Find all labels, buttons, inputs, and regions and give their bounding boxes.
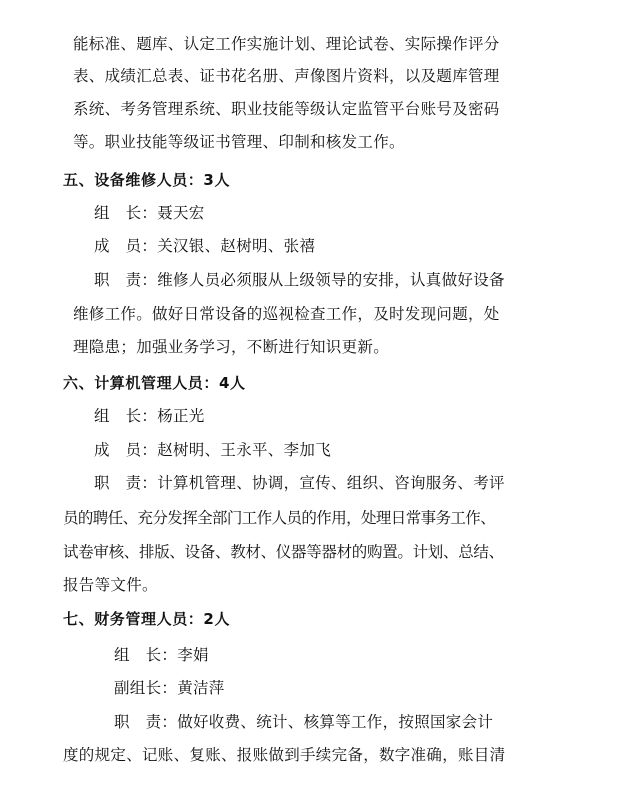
duty-line: 报告等文件。 — [63, 576, 158, 594]
leader-line: 组 长：杨正光 — [94, 407, 205, 425]
deputy-leader-line: 副组长：黄洁萍 — [114, 679, 225, 697]
duty-line: 员的聘任、充分发挥全部门工作人员的作用，处理日常事务工作、 — [63, 509, 496, 527]
paragraph-line: 能标准、题库、认定工作实施计划、理论试卷、实际操作评分 — [73, 35, 500, 53]
duty-line: 职 责：做好收费、统计、核算等工作，按照国家会计 — [114, 713, 494, 731]
section-heading-6: 六、计算机管理人员：4人 — [63, 374, 246, 392]
duty-line: 试卷审核、排版、设备、教材、仪器等器材的购置。计划、总结、 — [63, 543, 504, 561]
paragraph-line: 表、成绩汇总表、证书花名册、声像图片资料，以及题库管理 — [73, 67, 500, 85]
duty-line: 维修工作。做好日常设备的巡视检查工作，及时发现问题，处 — [73, 305, 500, 323]
duty-line: 度的规定、记账、复账、报账做到手续完备，数字准确，账目清 — [63, 746, 506, 764]
paragraph-line: 等。职业技能等级证书管理、印制和核发工作。 — [73, 133, 405, 151]
leader-line: 组 长：聂天宏 — [94, 204, 205, 222]
leader-line: 组 长：李娟 — [114, 646, 209, 664]
members-line: 成 员：赵树明、王永平、李加飞 — [94, 441, 332, 459]
duty-line: 职 责：计算机管理、协调，宣传、组织、咨询服务、考评 — [94, 474, 505, 492]
paragraph-line: 系统、考务管理系统、职业技能等级认定监管平台账号及密码 — [73, 100, 500, 118]
duty-line: 理隐患；加强业务学习，不断进行知识更新。 — [73, 338, 390, 356]
section-heading-7: 七、财务管理人员：2人 — [63, 610, 231, 628]
section-heading-5: 五、设备维修人员：3人 — [63, 171, 231, 189]
duty-line: 职 责：维修人员必须服从上级领导的安排，认真做好设备 — [94, 271, 505, 289]
members-line: 成 员：关汉银、赵树明、张禧 — [94, 237, 316, 255]
